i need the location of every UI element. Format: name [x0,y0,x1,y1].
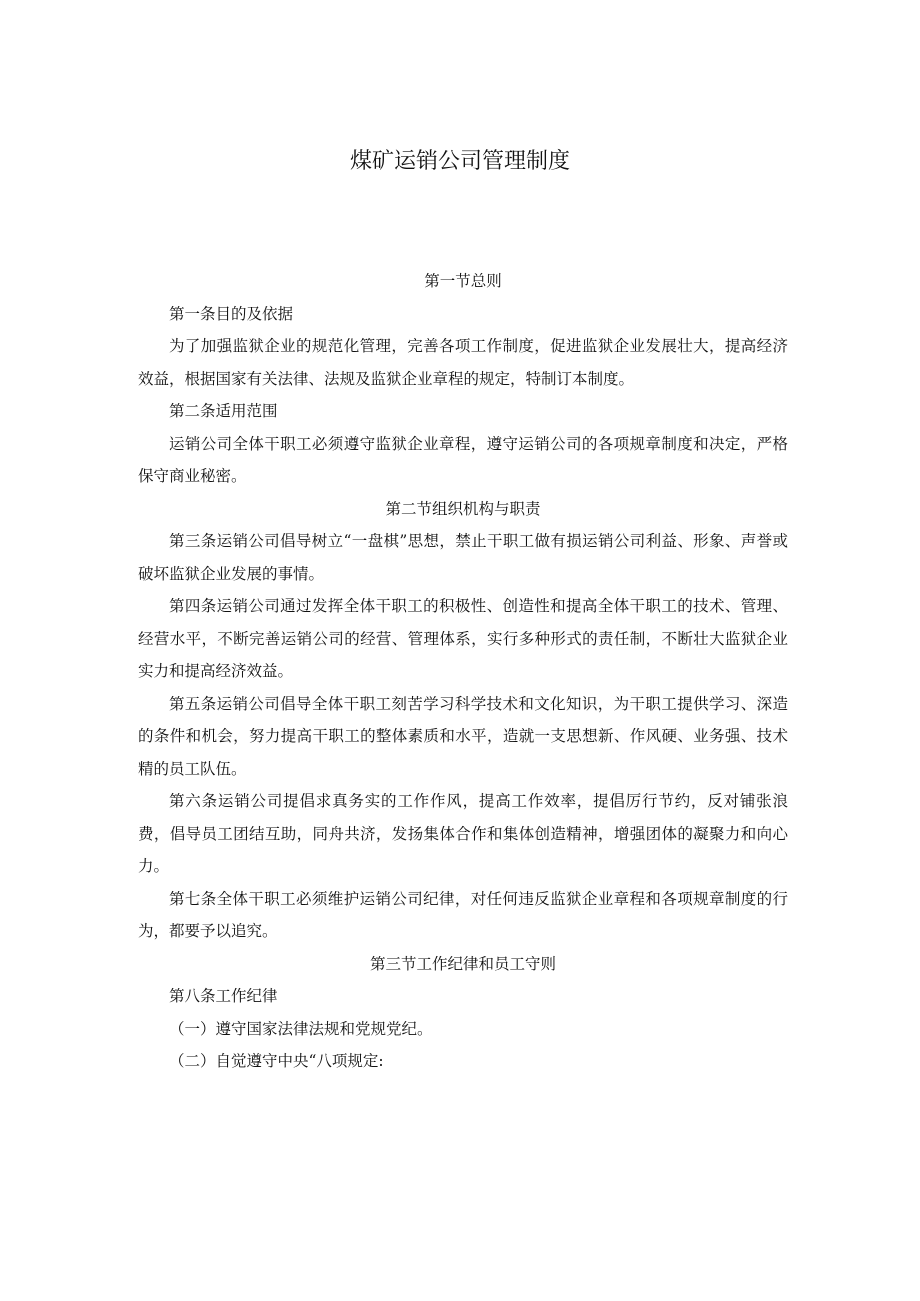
document-title: 煤矿运销公司管理制度 [349,149,570,174]
section-2-heading: 第二节组织机构与职责 [385,499,541,518]
article-8-item-2: （二）自觉遵守中央“八项规定: [169,1052,384,1070]
article-4: 第四条运销公司通过发挥全体干职工的积极性、创造性和提高全体干职工的技术、管理、经营水平，不断完善运销公司的经营、管理体系，实行多种形式的责任制，不断壮大监狱企业实力和提高经济效益。 [138,597,788,680]
article-8-title: 第八条工作纪律 [169,987,278,1005]
article-2-body: 运销公司全体干职工必须遵守监狱企业章程，遵守运销公司的各项规章制度和决定，严格保守商业秘密。 [138,434,788,485]
article-5: 第五条运销公司倡导全体干职工刻苦学习科学技术和文化知识，为干职工提供学习、深造的条件和机会，努力提高干职工的整体素质和水平，造就一支思想新、作风硬、业务强、技术精的员工队伍。 [138,694,788,778]
document-body [138,265,788,1078]
article-1-title: 第一条目的及依据 [169,304,294,323]
article-7: 第七条全体干职工必须维护运销公司纪律，对任何违反监狱企业章程和各项规章制度的行为，都要予以追究。 [138,889,788,940]
article-8-item-1: （一）遵守国家法律法规和党规党纪。 [169,1019,433,1038]
section-3-heading: 第三节工作纪律和员工守则 [369,954,556,973]
article-2-title: 第二条适用范围 [169,402,278,420]
article-1-body: 为了加强监狱企业的规范化管理，完善各项工作制度，促进监狱企业发展壮大，提高经济效益，根据国家有关法律、法规及监狱企业章程的规定，特制订本制度。 [138,337,788,388]
article-6: 第六条运销公司提倡求真务实的工作作风，提高工作效率，提倡厉行节约，反对铺张浪费，倡导员工团结互助，同舟共济，发扬集体合作和集体创造精神，增强团体的凝聚力和向心力。 [138,792,788,875]
section-1-heading: 第一节总则 [424,272,502,290]
article-3: 第三条运销公司倡导树立“一盘棋”思想，禁止干职工做有损运销公司利益、形象、声誉或破坏监狱企业发展的事情。 [138,532,788,583]
